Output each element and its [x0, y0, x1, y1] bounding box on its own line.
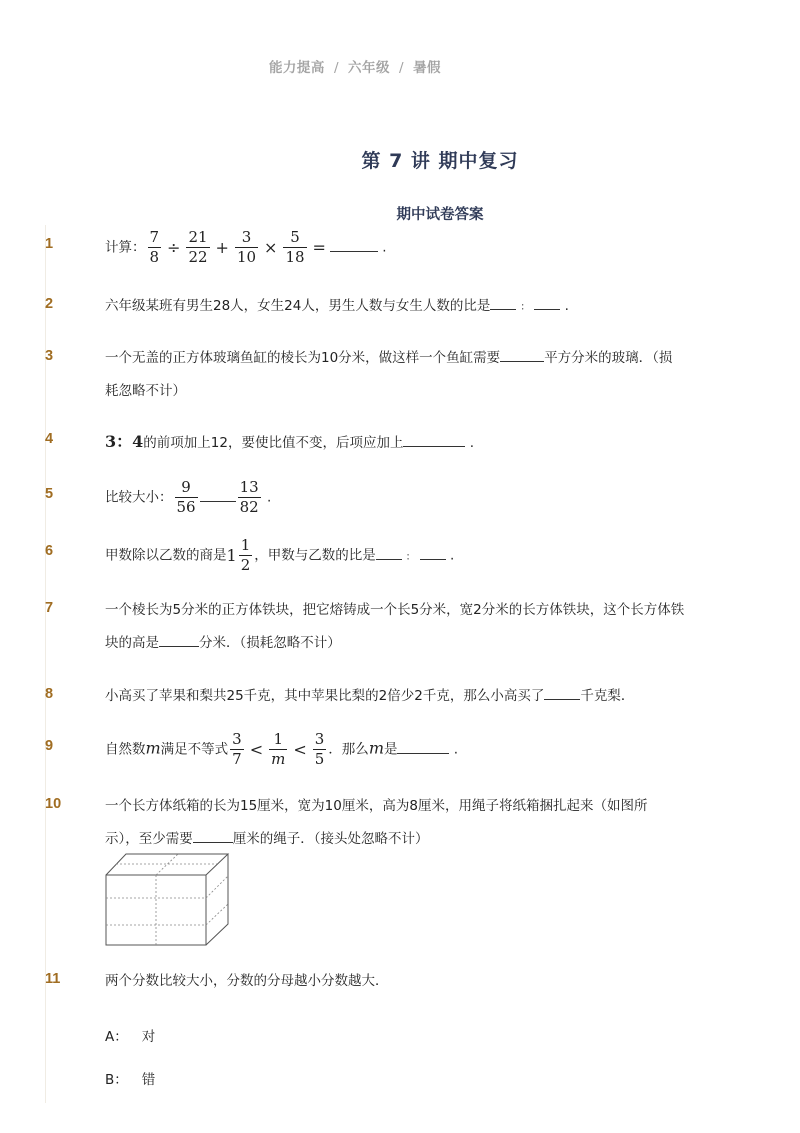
page-subtitle: 期中试卷答案 [396, 207, 484, 223]
answer-blank[interactable] [544, 685, 580, 700]
box-diagram [104, 852, 234, 948]
question-text [105, 342, 717, 408]
option-a[interactable] [105, 1025, 155, 1045]
fraction: $\frac{1}{2}$ [240, 536, 251, 574]
option-label: A： [105, 1029, 128, 1045]
question-number: 11 [45, 971, 61, 987]
question-text [105, 594, 717, 660]
mixed-number-whole: 1 [226, 546, 237, 565]
question-number: 7 [45, 600, 54, 616]
question-text-part: 一个无盖的正方体玻璃鱼缸的棱长为10分米，做这样一个鱼缸需要 [105, 350, 501, 366]
question-text: 自然数m满足不等式 $\frac{3}{7}$ < $\frac{1}{m}$ < $\frac{3}{5}$ ．那么m是 . [105, 730, 459, 768]
answer-blank[interactable] [376, 545, 402, 560]
question-text-part: 六年级某班有男生28人，女生24人，男生人数与女生人数的比是 [105, 298, 491, 314]
fraction: $\frac{1}{m}$ [271, 730, 286, 768]
question-number: 8 [45, 686, 54, 702]
fraction: $\frac{3}{5}$ [314, 730, 325, 768]
question-text: 六年级某班有男生28人，女生24人，男生人数与女生人数的比是 ： . [105, 290, 717, 324]
option-label: B： [105, 1072, 128, 1088]
question-text-part: 计算： [105, 239, 146, 256]
breadcrumb-item[interactable]: 暑假 [413, 60, 442, 76]
answer-blank[interactable] [200, 487, 236, 502]
answer-blank[interactable] [330, 237, 378, 252]
question-number: 9 [45, 738, 54, 754]
fraction: $\frac{3}{7}$ [232, 730, 242, 768]
string-line [206, 904, 228, 925]
fraction: $\frac{13}{82}$ [239, 478, 259, 516]
question-text-part: ．那么 [328, 741, 369, 758]
question-text-part: 一个棱长为5分米的正方体铁块，把它熔铸成一个长5分米，宽2分米的长方体铁块，这个长方体铁 [105, 602, 685, 618]
option-text: 错 [141, 1072, 156, 1088]
question-text: 甲数除以乙数的商是1 $\frac{1}{2}$ ，甲数与乙数的比是 ： . [105, 536, 455, 574]
question-text-part: 两个分数比较大小，分数的分母越小分数越大． [105, 973, 389, 989]
page-title: 第 7 讲 期中复习 [361, 150, 519, 172]
breadcrumb: 能力提高 / 六年级 / 暑假 [268, 60, 442, 76]
question-text-part: 比较大小： [105, 489, 173, 506]
option-b[interactable] [105, 1068, 155, 1088]
string-line [206, 876, 228, 898]
variable: m [145, 738, 161, 758]
answer-blank[interactable] [500, 347, 544, 362]
fraction: $\frac{5}{18}$ [285, 228, 305, 266]
answer-blank[interactable] [193, 828, 233, 843]
question-text-part: 甲数除以乙数的商是 [105, 547, 227, 564]
question-text-part: 是 [383, 741, 398, 758]
box-top-face [106, 854, 228, 875]
question-text-part: 一个长方体纸箱的长为15厘米，宽为10厘米，高为8厘米，用绳子将纸箱捆扎起来（如图所 [105, 798, 648, 814]
question-number: 1 [45, 236, 54, 252]
answer-blank[interactable] [403, 432, 465, 447]
fraction: $\frac{21}{22}$ [188, 228, 208, 266]
ratio: 3：4 [105, 432, 144, 451]
question-text-part: 块的高是 [105, 635, 159, 651]
fraction: $\frac{9}{56}$ [176, 478, 196, 516]
fraction: $\frac{3}{10}$ [236, 228, 257, 266]
question-text-part: 分米．（损耗忽略不计） [199, 635, 341, 651]
string-line [156, 854, 178, 875]
question-text-part: ，甲数与乙数的比是 [254, 547, 376, 564]
box-front-face [106, 875, 206, 945]
question-text [105, 965, 717, 998]
question-text-part: 自然数 [105, 741, 146, 758]
box-right-face [206, 854, 228, 945]
answer-blank[interactable] [534, 295, 560, 310]
question-number: 3 [45, 348, 54, 364]
question-text: 计算： $\frac{7}{8}$ ÷ $\frac{21}{22}$ + $\frac{3}{10}$ × $\frac{5}{18}$ = . [105, 228, 387, 266]
question-text [105, 680, 717, 713]
question-number: 6 [45, 543, 54, 559]
breadcrumb-item[interactable]: 能力提高 [268, 60, 325, 76]
answer-blank[interactable] [397, 739, 449, 754]
question-text-part: 满足不等式 [160, 741, 229, 758]
answer-blank[interactable] [159, 632, 199, 647]
question-text-part: 小高买了苹果和梨共25千克，其中苹果比梨的2倍少2千克，那么小高买了 [105, 688, 545, 704]
question-text: 比较大小： $\frac{9}{56}$ $\frac{13}{82}$ . [105, 478, 272, 516]
question-text-part: 平方分米的玻璃．（损 [544, 350, 673, 366]
question-text: 3：4的前项加上12，要使比值不变，后项应加上 . [105, 432, 475, 451]
breadcrumb-item[interactable]: 六年级 [348, 60, 390, 76]
answer-blank[interactable] [490, 295, 516, 310]
question-text [105, 790, 717, 856]
question-text-part: 厘米的绳子．（接头处忽略不计） [232, 831, 429, 847]
question-number: 2 [45, 296, 54, 312]
question-text-part: 示），至少需要 [105, 831, 193, 847]
question-text-part: 千克梨． [580, 688, 635, 704]
question-text-part: 的前项加上12，要使比值不变，后项应加上 [143, 435, 404, 451]
question-number: 5 [45, 486, 54, 502]
question-number: 4 [45, 431, 54, 447]
answer-blank[interactable] [420, 545, 446, 560]
option-text: 对 [141, 1029, 156, 1045]
question-number: 10 [45, 796, 62, 812]
fraction: $\frac{7}{8}$ [149, 228, 160, 266]
question-text-part: 耗忽略不计） [105, 383, 186, 399]
variable: m [368, 738, 384, 758]
